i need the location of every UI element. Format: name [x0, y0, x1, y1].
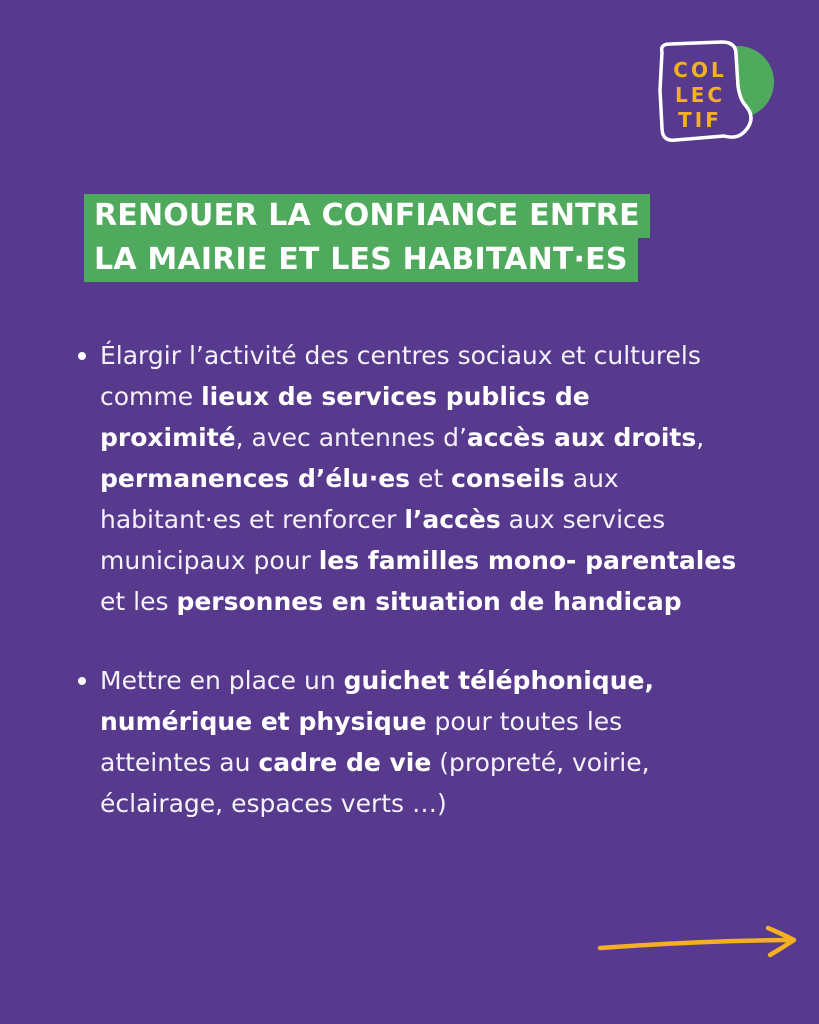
text-segment: et	[410, 464, 452, 493]
bullet-item-social-centers	[78, 335, 738, 622]
text-segment: (propreté, voirie, éclairage, espaces verts …)	[100, 748, 650, 818]
text-segment: aux services municipaux pour	[100, 505, 666, 575]
bold-text-segment: les familles mono- parentales	[318, 546, 737, 575]
title-line-1: RENOUER LA CONFIANCE ENTRE	[84, 194, 650, 238]
bullet-item-guichet	[78, 660, 738, 824]
text-segment: , avec antennes d’	[235, 423, 467, 452]
logo-line-3: TIF	[678, 108, 722, 132]
text-segment: et les	[100, 587, 177, 616]
bold-text-segment: cadre de vie	[258, 748, 432, 777]
collectif-logo	[650, 30, 778, 150]
text-segment: aux habitant·es et renforcer	[100, 464, 619, 534]
text-segment: pour toutes les atteintes au	[100, 707, 623, 777]
logo-line-1: COL	[673, 58, 727, 82]
text-segment: Élargir l’activité des centres sociaux et culturels comme	[100, 341, 701, 411]
bold-text-segment: l’accès	[404, 505, 501, 534]
page-title	[84, 194, 650, 282]
arrow-right-icon[interactable]	[596, 922, 802, 966]
bold-text-segment: personnes en situation de handicap	[176, 587, 682, 616]
bold-text-segment: permanences d’élu·es	[100, 464, 411, 493]
arrow-right-icon-svg	[596, 922, 802, 962]
logo-text	[650, 58, 750, 133]
bold-text-segment: conseils	[451, 464, 565, 493]
text-segment: Mettre en place un	[100, 666, 344, 695]
bold-text-segment: lieux de services publics de proximité	[100, 382, 590, 452]
bullet-dot-icon	[78, 352, 86, 360]
bullet-list	[78, 335, 738, 824]
bold-text-segment: guichet téléphonique, numérique et physique	[100, 666, 654, 736]
bullet-text	[100, 341, 736, 616]
bold-text-segment: accès aux droits	[466, 423, 697, 452]
logo-line-2: LEC	[674, 83, 726, 107]
bullet-text	[100, 666, 654, 818]
text-segment: ,	[696, 423, 705, 452]
title-line-2: LA MAIRIE ET LES HABITANT·ES	[84, 238, 638, 282]
bullet-dot-icon	[78, 677, 86, 685]
